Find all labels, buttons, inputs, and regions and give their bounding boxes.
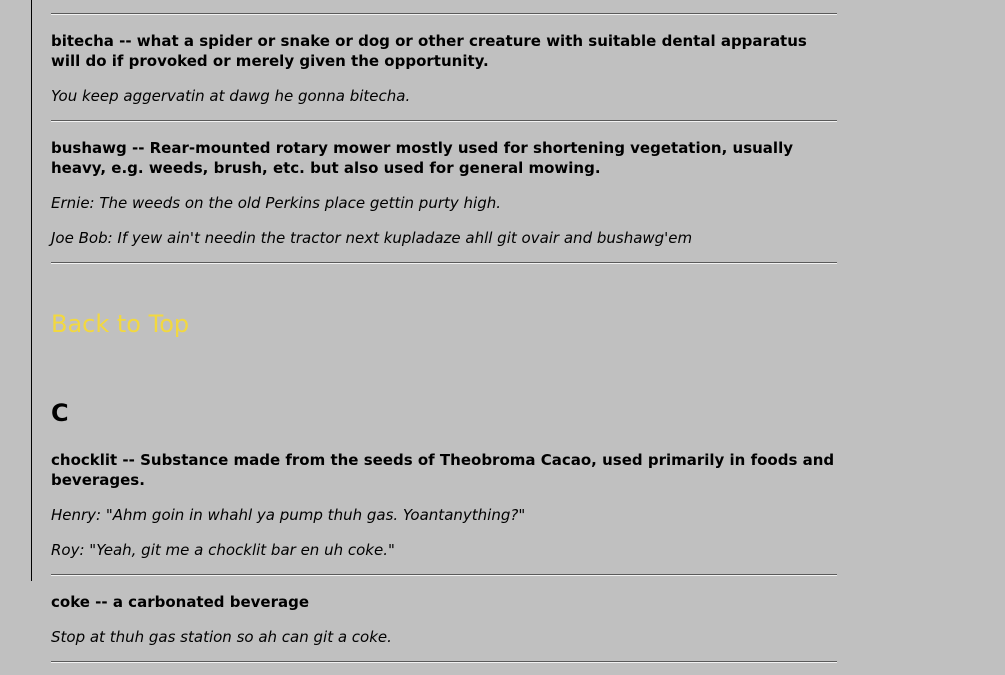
section-heading-c: C <box>51 399 69 427</box>
entry-term-bushawg: bushawg -- Rear-mounted rotary mower mostly used for shortening vegetation, usually heavy, e.g. weeds, brush, etc. but also used for general mowing. <box>51 139 793 177</box>
left-border-line <box>31 0 32 581</box>
divider <box>51 13 837 15</box>
divider <box>51 661 837 663</box>
divider <box>51 574 837 576</box>
entry-example: Roy: "Yeah, git me a chocklit bar en uh coke." <box>51 541 395 559</box>
back-to-top-link[interactable]: Back to Top <box>51 310 190 338</box>
entry-example: Henry: "Ahm goin in whahl ya pump thuh gas. Yoantanything?" <box>51 506 526 524</box>
divider <box>51 120 837 122</box>
entry-term-bitecha: bitecha -- what a spider or snake or dog or other creature with suitable dental apparatus will do if provoked or merely given the opportunity. <box>51 32 807 70</box>
entry-example: Ernie: The weeds on the old Perkins place gettin purty high. <box>51 194 501 212</box>
entry-example: You keep aggervatin at dawg he gonna bitecha. <box>51 87 411 105</box>
entry-example: Stop at thuh gas station so ah can git a coke. <box>51 628 392 646</box>
divider <box>51 262 837 264</box>
entry-term-coke: coke -- a carbonated beverage <box>51 593 310 611</box>
entry-example: Joe Bob: If yew ain't needin the tractor next kupladaze ahll git ovair and bushawg'em <box>51 229 693 247</box>
entry-term-chocklit: chocklit -- Substance made from the seeds of Theobroma Cacao, used primarily in foods and beverages. <box>51 451 835 489</box>
